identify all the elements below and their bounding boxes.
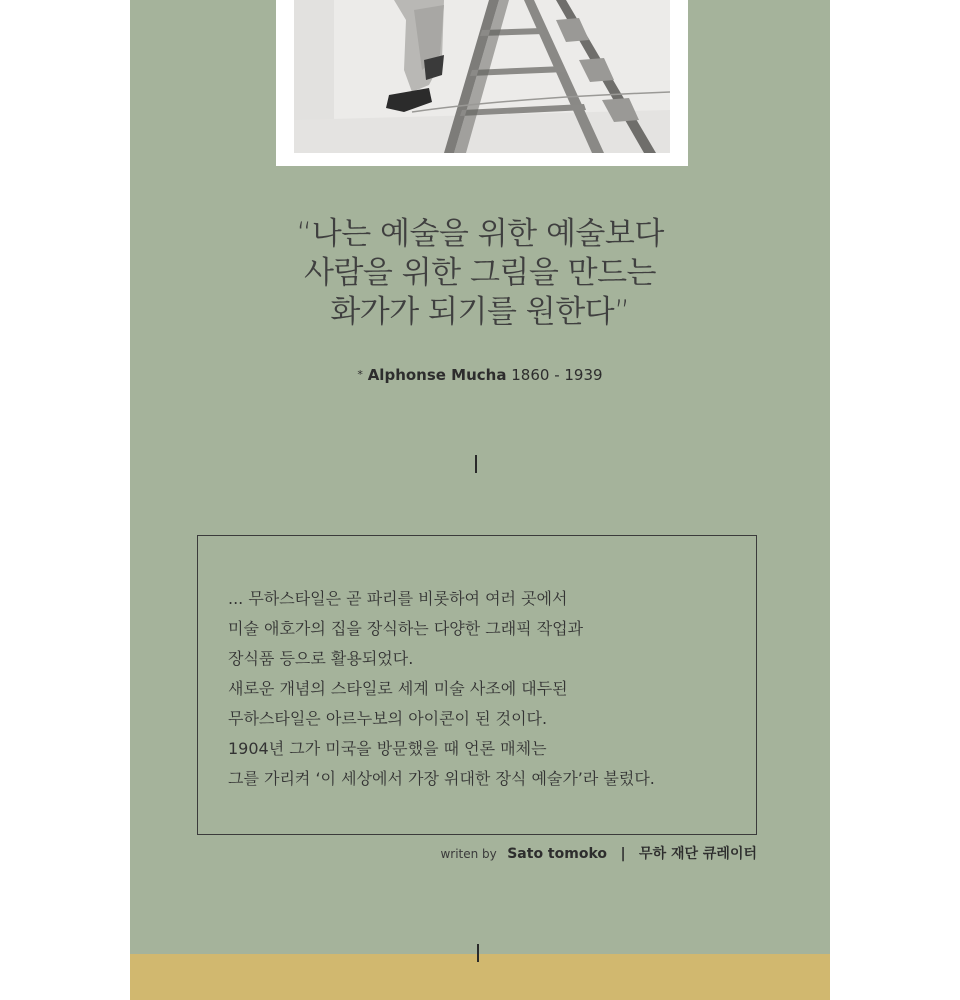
- attribution-years: 1860 - 1939: [511, 366, 603, 384]
- quote-line: “나는 예술을 위한 예술보다: [296, 216, 664, 252]
- excerpt-line: 장식품 등으로 활용되었다.: [228, 649, 414, 668]
- credit-prefix: writen by: [440, 847, 497, 861]
- credit-author: Sato tomoko: [507, 846, 608, 862]
- excerpt-box: [197, 535, 757, 835]
- article-column: [130, 0, 830, 1000]
- ladder-photo-image: [294, 0, 670, 153]
- excerpt-line: 무하스타일은 아르누보의 아이콘이 된 것이다.: [228, 709, 548, 728]
- excerpt-text: [228, 584, 748, 794]
- credit-separator: |: [620, 846, 626, 862]
- artist-photo: [294, 0, 670, 153]
- author-credit: [440, 843, 757, 863]
- footer-band: [130, 954, 830, 1000]
- attribution-name: Alphonse Mucha: [367, 366, 507, 384]
- excerpt-line: 새로운 개념의 스타일로 세계 미술 사조에 대두된: [228, 679, 568, 698]
- vertical-divider: [475, 455, 477, 473]
- credit-role: 무하 재단 큐레이터: [639, 846, 757, 862]
- excerpt-line: ... 무하스타일은 곧 파리를 비롯하여 여러 곳에서: [228, 589, 568, 608]
- attribution-marker: *: [357, 368, 363, 381]
- quote: [130, 215, 830, 332]
- photo-frame: [276, 0, 688, 166]
- quote-line: 사람을 위한 그림을 만드는: [304, 255, 656, 291]
- quote-line: 화가가 되기를 원한다”: [330, 294, 630, 330]
- vertical-divider-bottom: [477, 944, 479, 962]
- excerpt-line: 미술 애호가의 집을 장식하는 다양한 그래픽 작업과: [228, 619, 584, 638]
- excerpt-line: 1904년 그가 미국을 방문했을 때 언론 매체는: [228, 739, 547, 758]
- excerpt-line: 그를 가리켜 ‘이 세상에서 가장 위대한 장식 예술가’라 불렀다.: [228, 769, 655, 788]
- quote-attribution: [130, 366, 830, 384]
